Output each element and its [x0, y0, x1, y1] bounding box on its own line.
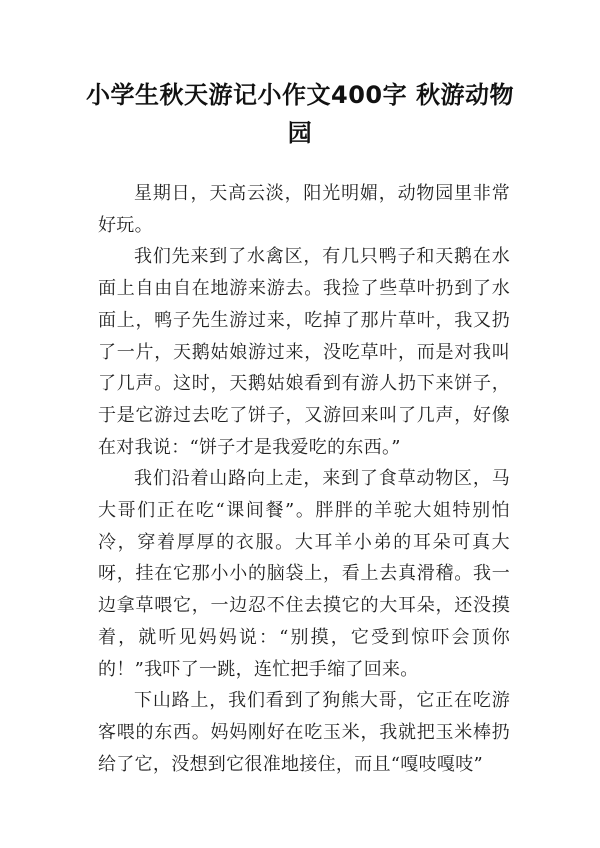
paragraph-3: 我们沿着山路向上走，来到了食草动物区，马大哥们正在吃“课间餐”。胖胖的羊驼大姐特别怕冷，穿着厚厚的衣服。大耳羊小弟的耳朵可真大呀，挂在它那小小的脑袋上，看上去真滑稽。我一边拿草喂它，一边忍不住去摸它的大耳朵，还没摸着，就听见妈妈说：“别摸，它受到惊吓会顶你的！”我吓了一跳，连忙把手缩了回来。 — [98, 468, 510, 680]
document-body — [98, 178, 510, 780]
document-title: 小学生秋天游记小作文400字 秋游动物园 — [86, 81, 514, 147]
paragraph-4: 下山路上，我们看到了狗熊大哥，它正在吃游客喂的东西。妈妈刚好在吃玉米，我就把玉米棒扔给了它，没想到它很准地接住，而且“嘎吱嘎吱” — [98, 690, 510, 775]
paragraph-1: 星期日，天高云淡，阳光明媚，动物园里非常好玩。 — [98, 183, 510, 236]
paragraph-2: 我们先来到了水禽区，有几只鸭子和天鹅在水面上自由自在地游来游去。我捡了些草叶扔到了水面上，鸭子先生游过来，吃掉了那片草叶，我又扔了一片，天鹅姑娘游过来，没吃草叶，而是对我叫了几声。这时，天鹅姑娘看到有游人扔下来饼子，于是它游过去吃了饼子，又游回来叫了几声，好像在对我说：“饼子才是我爱吃的东西。” — [98, 246, 510, 458]
